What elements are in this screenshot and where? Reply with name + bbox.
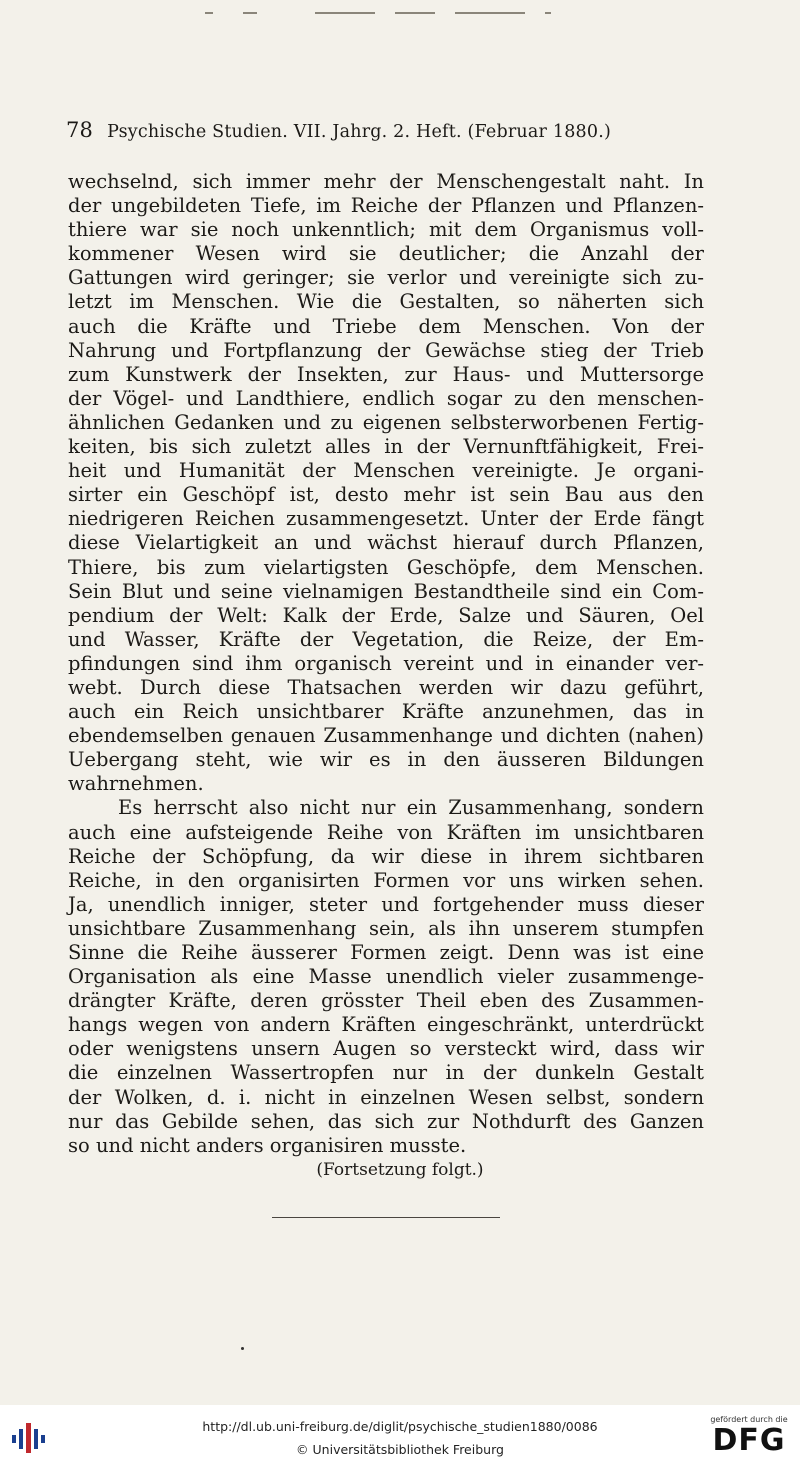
text-line: so und nicht anders organisiren musste. [68, 1133, 467, 1157]
scan-artifact [205, 10, 585, 16]
text-line: Sinne die Reihe äusserer Formen zeigt. Denn was ist eine [68, 941, 704, 964]
dfg-logo [706, 1415, 792, 1461]
text-line: auch eine aufsteigende Reihe von Kräften im unsichtbaren [68, 820, 704, 844]
text-line: thiere war sie noch unkenntlich; mit dem Organismus voll- [68, 218, 704, 242]
permalink-url[interactable]: http://dl.ub.uni-freiburg.de/diglit/psychische_studien1880/0086 [202, 1419, 598, 1434]
text-line: webt. Durch diese Thatsachen werden wir dazu geführt, [68, 675, 704, 699]
text-line: der Vögel- und Landthiere, endlich sogar zu den menschen- [68, 386, 704, 410]
text-line: der ungebildeten Tiefe, im Reiche der Pflanzen und Pflanzen- [68, 194, 704, 218]
text-line: Gattungen wird geringer; sie verlor und vereinigte sich zu- [68, 266, 704, 290]
text-line: Es herrscht also nicht nur ein Zusammenhang, sondern [118, 796, 704, 820]
text-line: oder wenigstens unsern Augen so versteckt wird, dass wir [68, 1037, 704, 1061]
dfg-wordmark: DFG [712, 1423, 786, 1458]
text-line: ähnlichen Gedanken und zu eigenen selbsterworbenen Fertig- [68, 410, 704, 434]
text-line: Organisation als eine Masse unendlich vieler zusammenge- [68, 965, 704, 989]
text-line: wahrnehmen. [68, 772, 204, 796]
running-head [66, 118, 706, 146]
text-line: pendium der Welt: Kalk der Erde, Salze und Säuren, Oel [68, 603, 704, 627]
text-line: die einzelnen Wassertropfen nur in der dunkeln Gestalt [68, 1061, 704, 1085]
text-line: auch die Kräfte und Triebe dem Menschen. Von der [68, 314, 704, 338]
text-line: Thiere, bis zum vielartigsten Geschöpfe, dem Menschen. [68, 555, 704, 579]
text-line: wechselnd, sich immer mehr der Menschengestalt naht. In [68, 170, 704, 193]
copyright-notice: © Universitätsbibliothek Freiburg [296, 1442, 504, 1457]
text-line: kommener Wesen wird sie deutlicher; die Anzahl der [68, 242, 704, 266]
viewer-footer [0, 1405, 800, 1465]
text-line: hangs wegen von andern Kräften eingeschränkt, unterdrückt [68, 1013, 704, 1037]
text-line: nur das Gebilde sehen, das sich zur Nothdurft des Ganzen [68, 1109, 704, 1133]
text-line: Sein Blut und seine vielnamigen Bestandtheile sind ein Com- [68, 579, 704, 603]
text-line: Reiche der Schöpfung, da wir diese in ihrem sichtbaren [68, 844, 704, 868]
text-line: keiten, bis sich zuletzt alles in der Vernunftfähigkeit, Frei- [68, 435, 704, 459]
text-line: heit und Humanität der Menschen vereinigte. Je organi- [68, 459, 704, 483]
text-line: pfindungen sind ihm organisch vereint und in einander ver- [68, 651, 704, 675]
text-line: drängter Kräfte, deren grösster Theil eben des Zusammen- [68, 989, 704, 1013]
text-line: Nahrung und Fortpflanzung der Gewächse stieg der Trieb [68, 338, 704, 362]
text-line: zum Kunstwerk der Insekten, zur Haus- und Muttersorge [68, 362, 704, 386]
text-line: Ja, unendlich inniger, steter und fortgehender muss dieser [68, 892, 704, 916]
text-line: letzt im Menschen. Wie die Gestalten, so näherten sich [68, 290, 704, 314]
body-text [68, 170, 704, 1158]
text-line: und Wasser, Kräfte der Vegetation, die Reize, der Em- [68, 627, 704, 651]
text-line: unsichtbare Zusammenhang sein, als ihn unserem stumpfen [68, 916, 704, 940]
page-number: 78 [66, 118, 94, 142]
text-line: sirter ein Geschöpf ist, desto mehr ist sein Bau aus den [68, 483, 704, 507]
scan-speck [241, 1347, 244, 1350]
text-line: der Wolken, d. i. nicht in einzelnen Wesen selbst, sondern [68, 1085, 704, 1109]
section-rule [272, 1217, 500, 1218]
dfg-tagline: gefördert durch die [710, 1415, 788, 1424]
text-line: diese Vielartigkeit an und wächst hierauf durch Pflanzen, [68, 531, 704, 555]
text-line: niedrigeren Reichen zusammengesetzt. Unter der Erde fängt [68, 507, 704, 531]
continuation-note: (Fortsetzung folgt.) [316, 1160, 484, 1180]
text-line: Uebergang steht, wie wir es in den äusseren Bildungen [68, 748, 704, 772]
text-line: auch ein Reich unsichtbarer Kräfte anzunehmen, das in [68, 700, 704, 724]
running-title: Psychische Studien. VII. Jahrg. 2. Heft. (Februar 1880.) [107, 122, 611, 142]
text-line: Reiche, in den organisirten Formen vor uns wirken sehen. [68, 868, 704, 892]
text-line: ebendemselben genauen Zusammenhange und dichten (nahen) [68, 724, 704, 748]
